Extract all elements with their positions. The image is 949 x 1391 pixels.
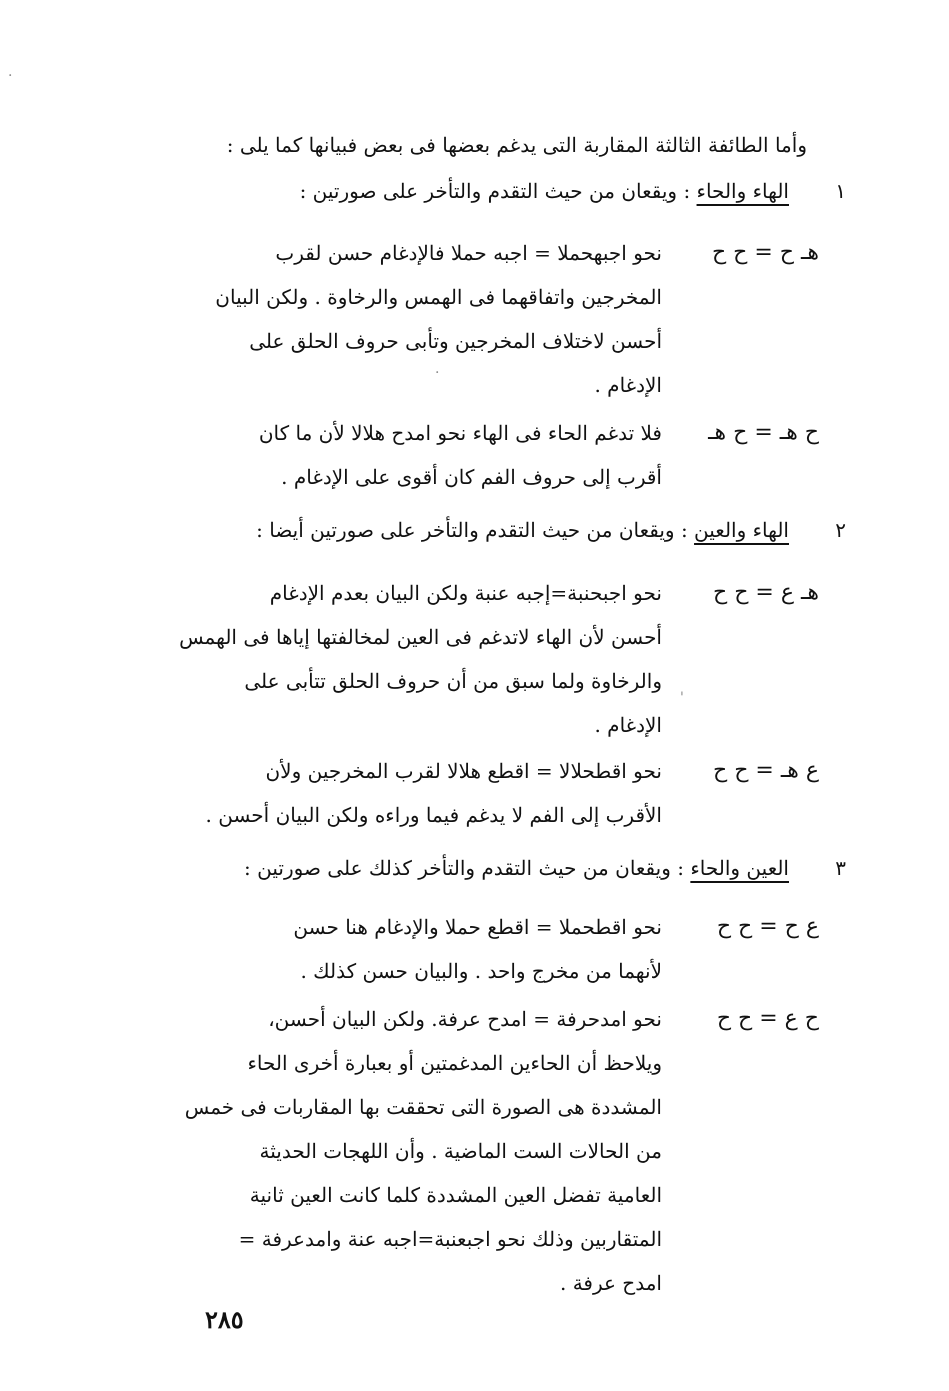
section-3-entry-2-line-1: نحو امدحرفة = امدح عرفة. ولكن البيان أحسن، xyxy=(268,1007,662,1031)
section-1-entry-1-line-1: نحو اجبهحملا = اجبه حملا فالإدغام حسن لقرب xyxy=(275,241,662,265)
section-2-entry-1-line-2: أحسن لأن الهاء لاتدغم فى العين لمخالفتها إياها فى الهمس xyxy=(179,625,662,649)
section-3-entry-2-line-5: العامية تفضل العين المشددة كلما كانت العين ثانية xyxy=(249,1183,662,1207)
section-3-entry-2-line-7: امدح عرفة . xyxy=(559,1271,662,1295)
section-3-number: ٣ xyxy=(835,856,846,880)
section-1-heading xyxy=(300,176,789,206)
section-1-heading-rest: : ويقعان من حيث التقدم والتأخر على صورتين : xyxy=(299,179,691,203)
section-3-heading xyxy=(244,853,789,883)
section-3-heading-rest: : ويقعان من حيث التقدم والتأخر كذلك على صورتين : xyxy=(244,856,684,880)
section-3-entry-1-line-2: لأنهما من مخرج واحد . والبيان حسن كذلك . xyxy=(300,959,662,983)
section-2-number: ٢ xyxy=(835,518,846,542)
scan-speck: · xyxy=(435,365,440,381)
section-2-label: الهاء والعين xyxy=(694,518,789,542)
scan-speck: ' xyxy=(680,690,684,706)
section-2-entry-2-line-2: الأقرب إلى الفم لا يدغم فيما وراءه ولكن البيان أحسن . xyxy=(205,803,662,827)
section-1-entry-1-formula: هـ ح = ح ح xyxy=(711,240,819,265)
section-2-heading xyxy=(256,515,789,545)
page-number: ٢٨٥ xyxy=(205,1305,244,1334)
scan-speck: · xyxy=(8,68,13,84)
intro-line: وأما الطائفة الثالثة المقاربة التى يدغم بعضها فى بعض فبيانها كما يلى : xyxy=(226,133,807,157)
section-2-entry-1-line-1: نحو اجبحنبة=إجبه عنبة ولكن البيان بعدم الإدغام xyxy=(269,581,662,605)
section-3-entry-1-formula: ع ح = ح ح xyxy=(716,914,819,939)
section-3-entry-2-line-4: من الحالات الست الماضية . وأن اللهجات الحديثة xyxy=(259,1139,662,1163)
section-1-entry-2-formula: ح هـ = ح هـ xyxy=(708,420,819,445)
section-1-label: الهاء والحاء xyxy=(696,179,789,203)
section-2-entry-2-line-1: نحو اقطحلالا = اقطع هلالا لقرب المخرجين ولأن xyxy=(265,759,662,783)
section-1-entry-1-line-2: المخرجين واتفاقهما فى الهمس والرخاوة . ولكن البيان xyxy=(215,285,662,309)
section-3-entry-2-line-2: ويلاحظ أن الحاءين المدغمتين أو بعبارة أخرى الحاء xyxy=(247,1051,662,1075)
section-2-entry-2-formula: ع هـ = ح ح xyxy=(713,758,819,783)
section-3-entry-2-formula: ح ع = ح ح xyxy=(716,1006,819,1031)
section-2-entry-1-line-4: الإدغام . xyxy=(594,713,662,737)
section-1-number: ١ xyxy=(835,179,846,203)
section-3-label: العين والحاء xyxy=(690,856,789,880)
section-1-entry-1-line-3: أحسن لاختلاف المخرجين وتأبى حروف الحلق على xyxy=(249,329,662,353)
section-3-entry-2-line-6: المتقاربين وذلك نحو اجبعنبة=اجبه عنة وامدعرفة = xyxy=(238,1227,662,1251)
section-3-entry-1-line-1: نحو اقطحملا = اقطع حملا والإدغام هنا حسن xyxy=(293,915,662,939)
section-1-entry-1-line-4: الإدغام . xyxy=(594,373,662,397)
section-2-heading-rest: : ويقعان من حيث التقدم والتأخر على صورتين أيضا : xyxy=(256,518,688,542)
section-3-entry-2-line-3: المشددة هى الصورة التى تحققت بها المقاربات فى خمس xyxy=(184,1095,662,1119)
section-2-entry-1-formula: هـ ع = ح ح xyxy=(713,580,819,605)
section-1-entry-2-line-1: فلا تدغم الحاء فى الهاء نحو امدح هلالا لأن ما كان xyxy=(258,421,662,445)
section-2-entry-1-line-3: والرخاوة ولما سبق من أن حروف الحلق تتأبى على xyxy=(244,669,662,693)
section-1-entry-2-line-2: أقرب إلى حروف الفم كان أقوى على الإدغام . xyxy=(281,465,662,489)
